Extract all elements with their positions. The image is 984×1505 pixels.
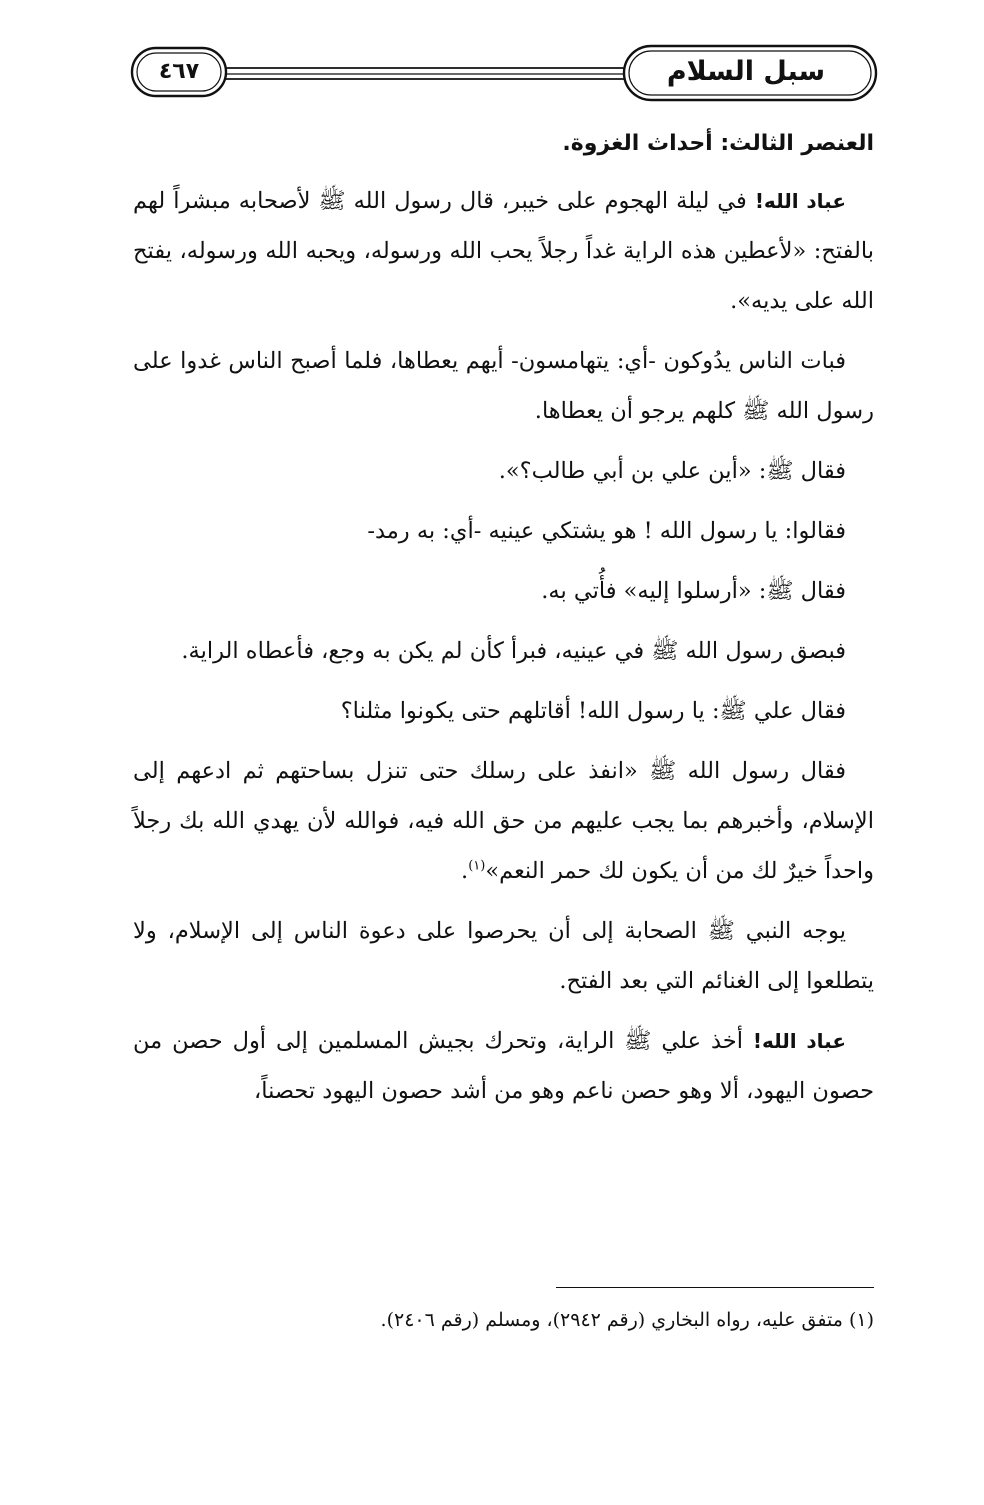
paragraph-text: فقال علي ﷺ: يا رسول الله! أقاتلهم حتى يكونوا مثلنا؟ <box>340 698 846 724</box>
paragraph-text: فقال رسول الله ﷺ «انفذ على رسلك حتى تنزل بساحتهم ثم ادعهم إلى الإسلام، وأخبرهم بما يجب عليهم من حق الله فيه، فوالله لأن يهدي الله بك رجلاً واحداً خيرٌ لك من أن يكون لك حمر النعم» <box>133 758 874 884</box>
paragraph-9 <box>133 906 874 1006</box>
paragraph-8 <box>133 746 874 896</box>
paragraph-text: فقال ﷺ: «أين علي بن أبي طالب؟». <box>498 458 846 484</box>
footnote-marker: (١) <box>468 858 486 874</box>
paragraph-10 <box>133 1016 874 1116</box>
paragraph-text: يوجه النبي ﷺ الصحابة إلى أن يحرصوا على دعوة الناس إلى الإسلام، ولا يتطلعوا إلى الغنائم التي بعد الفتح. <box>133 918 874 994</box>
paragraph-text: فقال ﷺ: «أرسلوا إليه» فأُتي به. <box>541 578 846 604</box>
paragraph-lead: عباد الله! <box>754 189 846 213</box>
page-header <box>128 40 880 110</box>
footnote-separator <box>556 1287 874 1288</box>
paragraph-3 <box>133 446 874 496</box>
paragraph-2 <box>133 336 874 436</box>
paragraph-lead: عباد الله! <box>752 1029 846 1053</box>
footnote-1: (١) متفق عليه، رواه البخاري (رقم ٢٩٤٢)، ومسلم (رقم ٢٤٠٦). <box>380 1309 874 1331</box>
page-body <box>133 118 874 1126</box>
paragraph-7 <box>133 686 874 736</box>
paragraph-text: فقالوا: يا رسول الله ! هو يشتكي عينيه -أي: به رمد- <box>367 518 846 544</box>
paragraph-text: أخذ علي ﷺ الراية، وتحرك بجيش المسلمين إلى أول حصن من حصون اليهود، ألا وهو حصن ناعم وهو من أشد حصون اليهود تحصناً، <box>133 1028 874 1104</box>
paragraph-6 <box>133 626 874 676</box>
book-title: سبل السلام <box>666 56 826 87</box>
paragraph-text: فبصق رسول الله ﷺ في عينيه، فبرأ كأن لم يكن به وجع، فأعطاه الراية. <box>181 638 846 664</box>
paragraph-text: فبات الناس يدُوكون -أي: يتهامسون- أيهم يعطاها، فلما أصبح الناس غدوا على رسول الله ﷺ كلهم يرجو أن يعطاها. <box>133 348 874 424</box>
paragraph-tail: . <box>461 858 469 884</box>
paragraph-text: في ليلة الهجوم على خيبر، قال رسول الله ﷺ لأصحابه مبشراً لهم بالفتح: «لأعطين هذه الراية غداً رجلاً يحب الله ورسوله، ويحبه الله ورسوله، يفتح الله على يديه». <box>133 188 874 314</box>
page-number: ٤٦٧ <box>158 59 200 84</box>
paragraph-1 <box>133 176 874 326</box>
paragraph-4 <box>133 506 874 556</box>
paragraph-5 <box>133 566 874 616</box>
section-heading: العنصر الثالث: أحداث الغزوة. <box>562 131 874 156</box>
